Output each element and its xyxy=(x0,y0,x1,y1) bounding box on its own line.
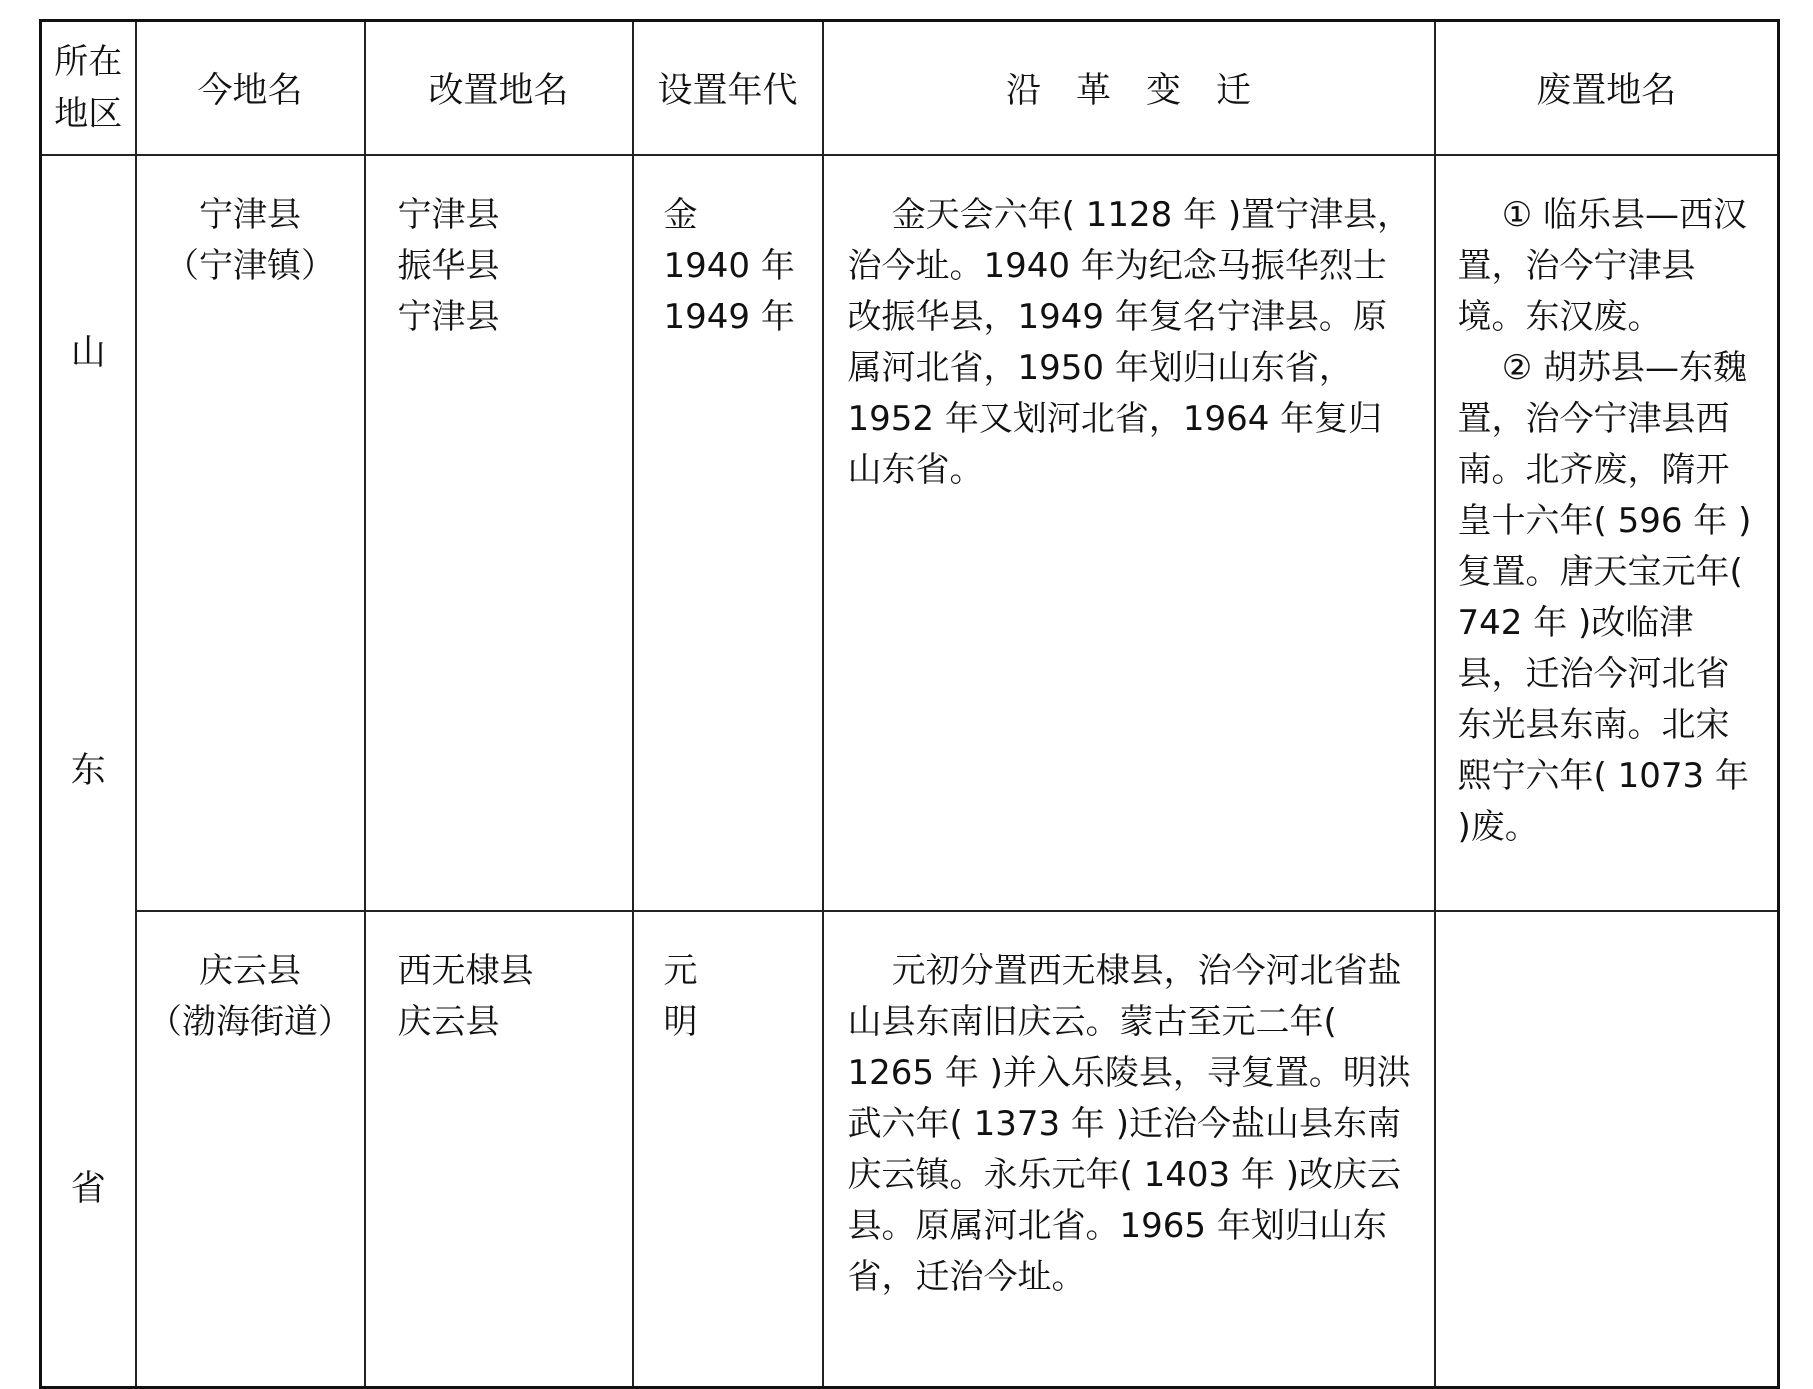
region-char: 东 xyxy=(70,751,106,791)
evolution-cell xyxy=(823,911,1435,1388)
established-cell xyxy=(633,155,823,911)
renamed-name: 西无棣县 xyxy=(397,951,534,991)
header-row xyxy=(41,21,1779,156)
header-current-name: 今地名 xyxy=(136,21,365,156)
header-abolished: 废置地名 xyxy=(1435,21,1779,156)
region-char: 山 xyxy=(70,333,106,373)
table-row xyxy=(41,911,1779,1388)
header-evolution: 沿 革 变 迁 xyxy=(823,21,1435,156)
current-name: 庆云县 xyxy=(199,951,301,991)
renamed-name: 振华县 xyxy=(397,246,500,286)
renamed-cell xyxy=(365,155,633,911)
renamed-name: 宁津县 xyxy=(397,297,500,337)
abolished-entry: ② 胡苏县—东魏置，治今宁津县西南。北齐废，隋开皇十六年( 596 年 )复置。唐天宝元年( 742 年 )改临津县，迁治今河北省东光县东南。北宋熙宁六年( 1073 年 )废。 xyxy=(1457,348,1752,847)
header-region: 所在 地区 xyxy=(41,21,136,156)
established-year: 1940 年 xyxy=(663,246,795,286)
table-row xyxy=(41,155,1779,911)
region-char: 省 xyxy=(70,1169,106,1209)
abolished-cell-empty xyxy=(1435,911,1779,1388)
history-table xyxy=(39,19,1780,1389)
established-year: 1949 年 xyxy=(663,297,795,337)
renamed-name: 宁津县 xyxy=(397,195,500,235)
evolution-cell xyxy=(823,155,1435,911)
current-name-cell xyxy=(136,911,365,1388)
established-year: 元 xyxy=(663,951,698,991)
renamed-name: 庆云县 xyxy=(397,1002,500,1042)
current-name-sub: （渤海街道） xyxy=(148,1002,352,1042)
current-name-sub: （宁津镇） xyxy=(165,246,335,286)
abolished-entry: ① 临乐县—西汉置，治今宁津县境。东汉废。 xyxy=(1457,195,1747,337)
header-established: 设置年代 xyxy=(633,21,823,156)
established-year: 金 xyxy=(663,195,698,235)
abolished-cell xyxy=(1435,155,1779,911)
renamed-cell xyxy=(365,911,633,1388)
evolution-text: 金天会六年( 1128 年 )置宁津县，治今址。1940 年为纪念马振华烈士改振华县，1949 年复名宁津县。原属河北省，1950 年划归山东省，1952 年又划河北省，1964 年复归山东省。 xyxy=(847,195,1412,490)
evolution-text: 元初分置西无棣县，治今河北省盐山县东南旧庆云。蒙古至元二年( 1265 年 )并入乐陵县，寻复置。明洪武六年( 1373 年 )迁治今盐山县东南庆云镇。永乐元年( 1403 年 )改庆云县。原属河北省。1965 年划归山东省，迁治今址。 xyxy=(847,951,1411,1297)
current-name-cell xyxy=(136,155,365,911)
region-cell xyxy=(41,155,136,1388)
current-name: 宁津县 xyxy=(199,195,301,235)
established-year: 明 xyxy=(663,1002,698,1042)
established-cell xyxy=(633,911,823,1388)
header-renamed-names: 改置地名 xyxy=(365,21,633,156)
